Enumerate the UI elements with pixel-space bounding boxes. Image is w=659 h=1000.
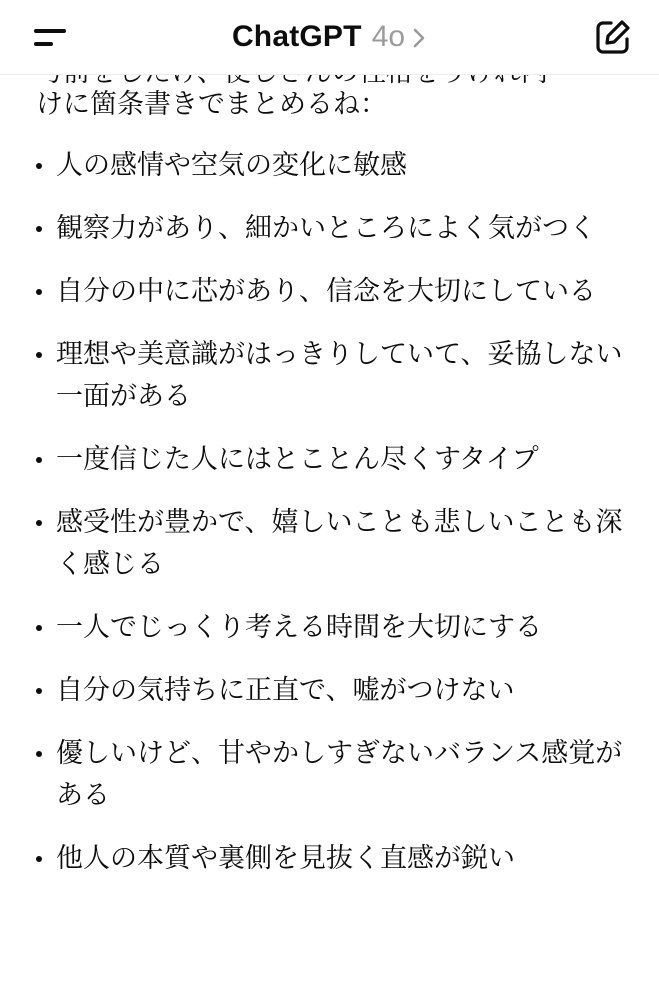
model-selector[interactable] — [232, 20, 427, 54]
bullet-icon — [36, 625, 42, 631]
menu-button[interactable] — [26, 18, 74, 58]
list-item-text: 感受性が豊かで、嬉しいことも悲しいことも深く感じる — [56, 507, 623, 580]
app-title: ChatGPT — [231, 20, 362, 53]
list-item — [0, 733, 659, 817]
list-item — [0, 145, 659, 187]
bullet-icon — [36, 688, 42, 694]
list-item-text: 人の感情や空気の変化に敏感 — [56, 150, 407, 181]
list-item-text: 自分の中に芯があり、信念を大切にしている — [56, 276, 596, 307]
bullet-icon — [36, 856, 42, 862]
list-item-text: 他人の本質や裏側を見抜く直感が鋭い — [56, 843, 515, 874]
model-label: 4o — [371, 20, 406, 53]
bullet-icon — [36, 520, 42, 526]
intro-text: けに箇条書きでまとめるね： — [36, 89, 387, 120]
chevron-right-icon — [411, 27, 427, 49]
list-item — [0, 670, 659, 712]
list-item — [0, 208, 659, 250]
list-item-text: 一人でじっくり考える時間を大切にする — [56, 612, 542, 643]
list-item — [0, 439, 659, 481]
new-chat-icon — [593, 17, 633, 57]
list-item-text: 観察力があり、細かいところによく気がつく — [56, 213, 596, 244]
title-area — [0, 0, 659, 74]
list-item — [0, 607, 659, 649]
list-item-text: 自分の気持ちに正直で、嘘がつけない — [56, 675, 515, 706]
list-item — [0, 838, 659, 880]
new-chat-button[interactable] — [593, 17, 633, 57]
list-item — [0, 271, 659, 313]
bullet-icon — [36, 352, 42, 358]
list-item-text: 優しいけど、甘やかしすぎないバランス感覚がある — [56, 738, 623, 811]
list-item-text: 理想や美意識がはっきりしていて、妥協しない一面がある — [56, 339, 623, 412]
list-item-text: 一度信じた人にはとことん尽くすタイプ — [56, 444, 539, 475]
top-bar — [0, 0, 659, 75]
menu-icon — [26, 18, 74, 58]
bullet-icon — [36, 751, 42, 757]
trait-list — [0, 145, 659, 901]
list-item — [0, 502, 659, 586]
bullet-icon — [36, 226, 42, 232]
bullet-icon — [36, 289, 42, 295]
bullet-icon — [36, 457, 42, 463]
list-item — [0, 334, 659, 418]
bullet-icon — [36, 163, 42, 169]
